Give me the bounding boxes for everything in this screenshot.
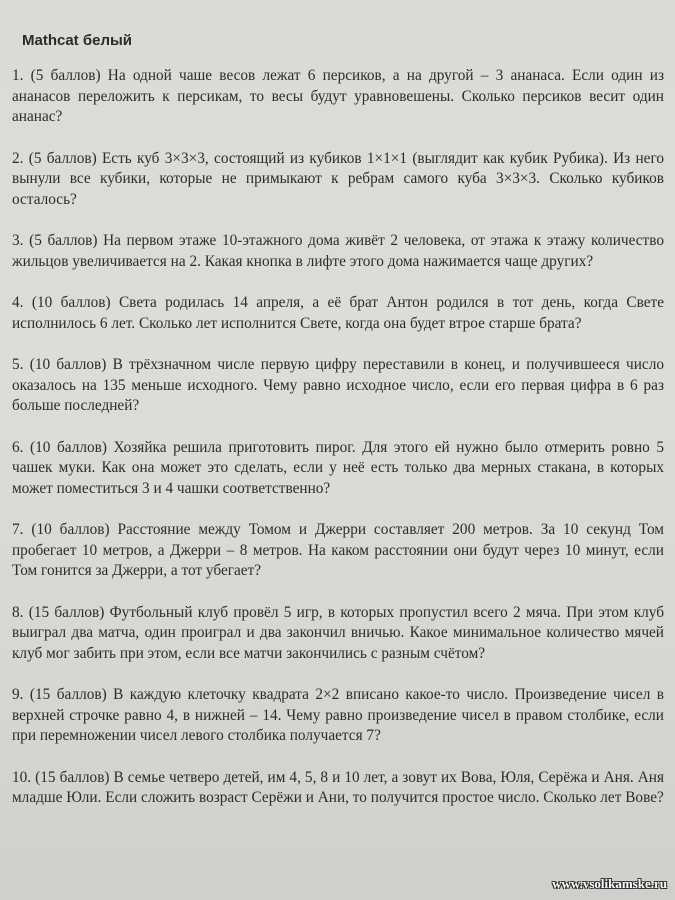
- problem-item: 8. (15 баллов) Футбольный клуб провёл 5 игр, в которых пропустил всего 2 мяча. При этом клуб выиграл два матча, один проиграл и два закончил вничью. Какое минимальное количество мячей клуб мог забить при этом, если все матчи закончились с разным счётом?: [12, 603, 664, 662]
- problem-item: 3. (5 баллов) На первом этаже 10-этажного дома живёт 2 человека, от этажа к этажу количество жильцов увеличивается на 2. Какая кнопка в лифте этого дома нажимается чаще других?: [12, 232, 664, 270]
- problem-item: 4. (10 баллов) Света родилась 14 апреля, а её брат Антон родился в тот день, когда Свете исполнилось 6 лет. Сколько лет исполнится Свете, когда она будет втрое старше брата?: [12, 294, 664, 332]
- site-watermark: www.vsolikamske.ru: [552, 876, 667, 891]
- problem-item: 6. (10 баллов) Хозяйка решила приготовить пирог. Для этого ей нужно было отмерить ровно 5 чашек муки. Как она может это сделать, если у неё есть только два мерных стакана, в которых может поместиться 3 и 4 чашки соответственно?: [12, 438, 664, 497]
- problem-item: 1. (5 баллов) На одной чаше весов лежат 6 персиков, а на другой – 3 ананаса. Если один из ананасов переложить к персикам, то весы будут уравновешены. Сколько персиков весит один ананас?: [12, 67, 664, 125]
- problem-item: 10. (15 баллов) В семье четверо детей, им 4, 5, 8 и 10 лет, а зовут их Вова, Юля, Серёжа и Аня. Аня младше Юли. Если сложить возраст Серёжи и Ани, то получится простое число. Сколько лет Вове?: [12, 768, 664, 806]
- problem-item: 9. (15 баллов) В каждую клеточку квадрата 2×2 вписано какое-то число. Произведение чисел в верхней строчке равно 4, в нижней – 14. Чему равно произведение чисел в правом столбике, если при перемножении чисел левого столбика получается 7?: [12, 686, 664, 744]
- problem-item: 7. (10 баллов) Расстояние между Томом и Джерри составляет 200 метров. За 10 секунд Том пробегает 10 метров, а Джерри – 8 метров. На каком расстоянии они будут через 10 минут, если Том гонится за Джерри, а тот убегает?: [12, 521, 664, 579]
- problem-item: 2. (5 баллов) Есть куб 3×3×3, состоящий из кубиков 1×1×1 (выглядит как кубик Рубика). Из него вынули все кубики, которые не примыкают к ребрам самого куба 3×3×3. Сколько кубиков осталось?: [12, 149, 664, 208]
- problem-item: 5. (10 баллов) В трёхзначном числе первую цифру переставили в конец, и получившееся число оказалось на 135 меньше исходного. Чему равно исходное число, если его первая цифра в 6 раз больше последней?: [12, 356, 664, 414]
- problem-list: [12, 66, 664, 809]
- page-title: Mathcat белый: [22, 32, 133, 49]
